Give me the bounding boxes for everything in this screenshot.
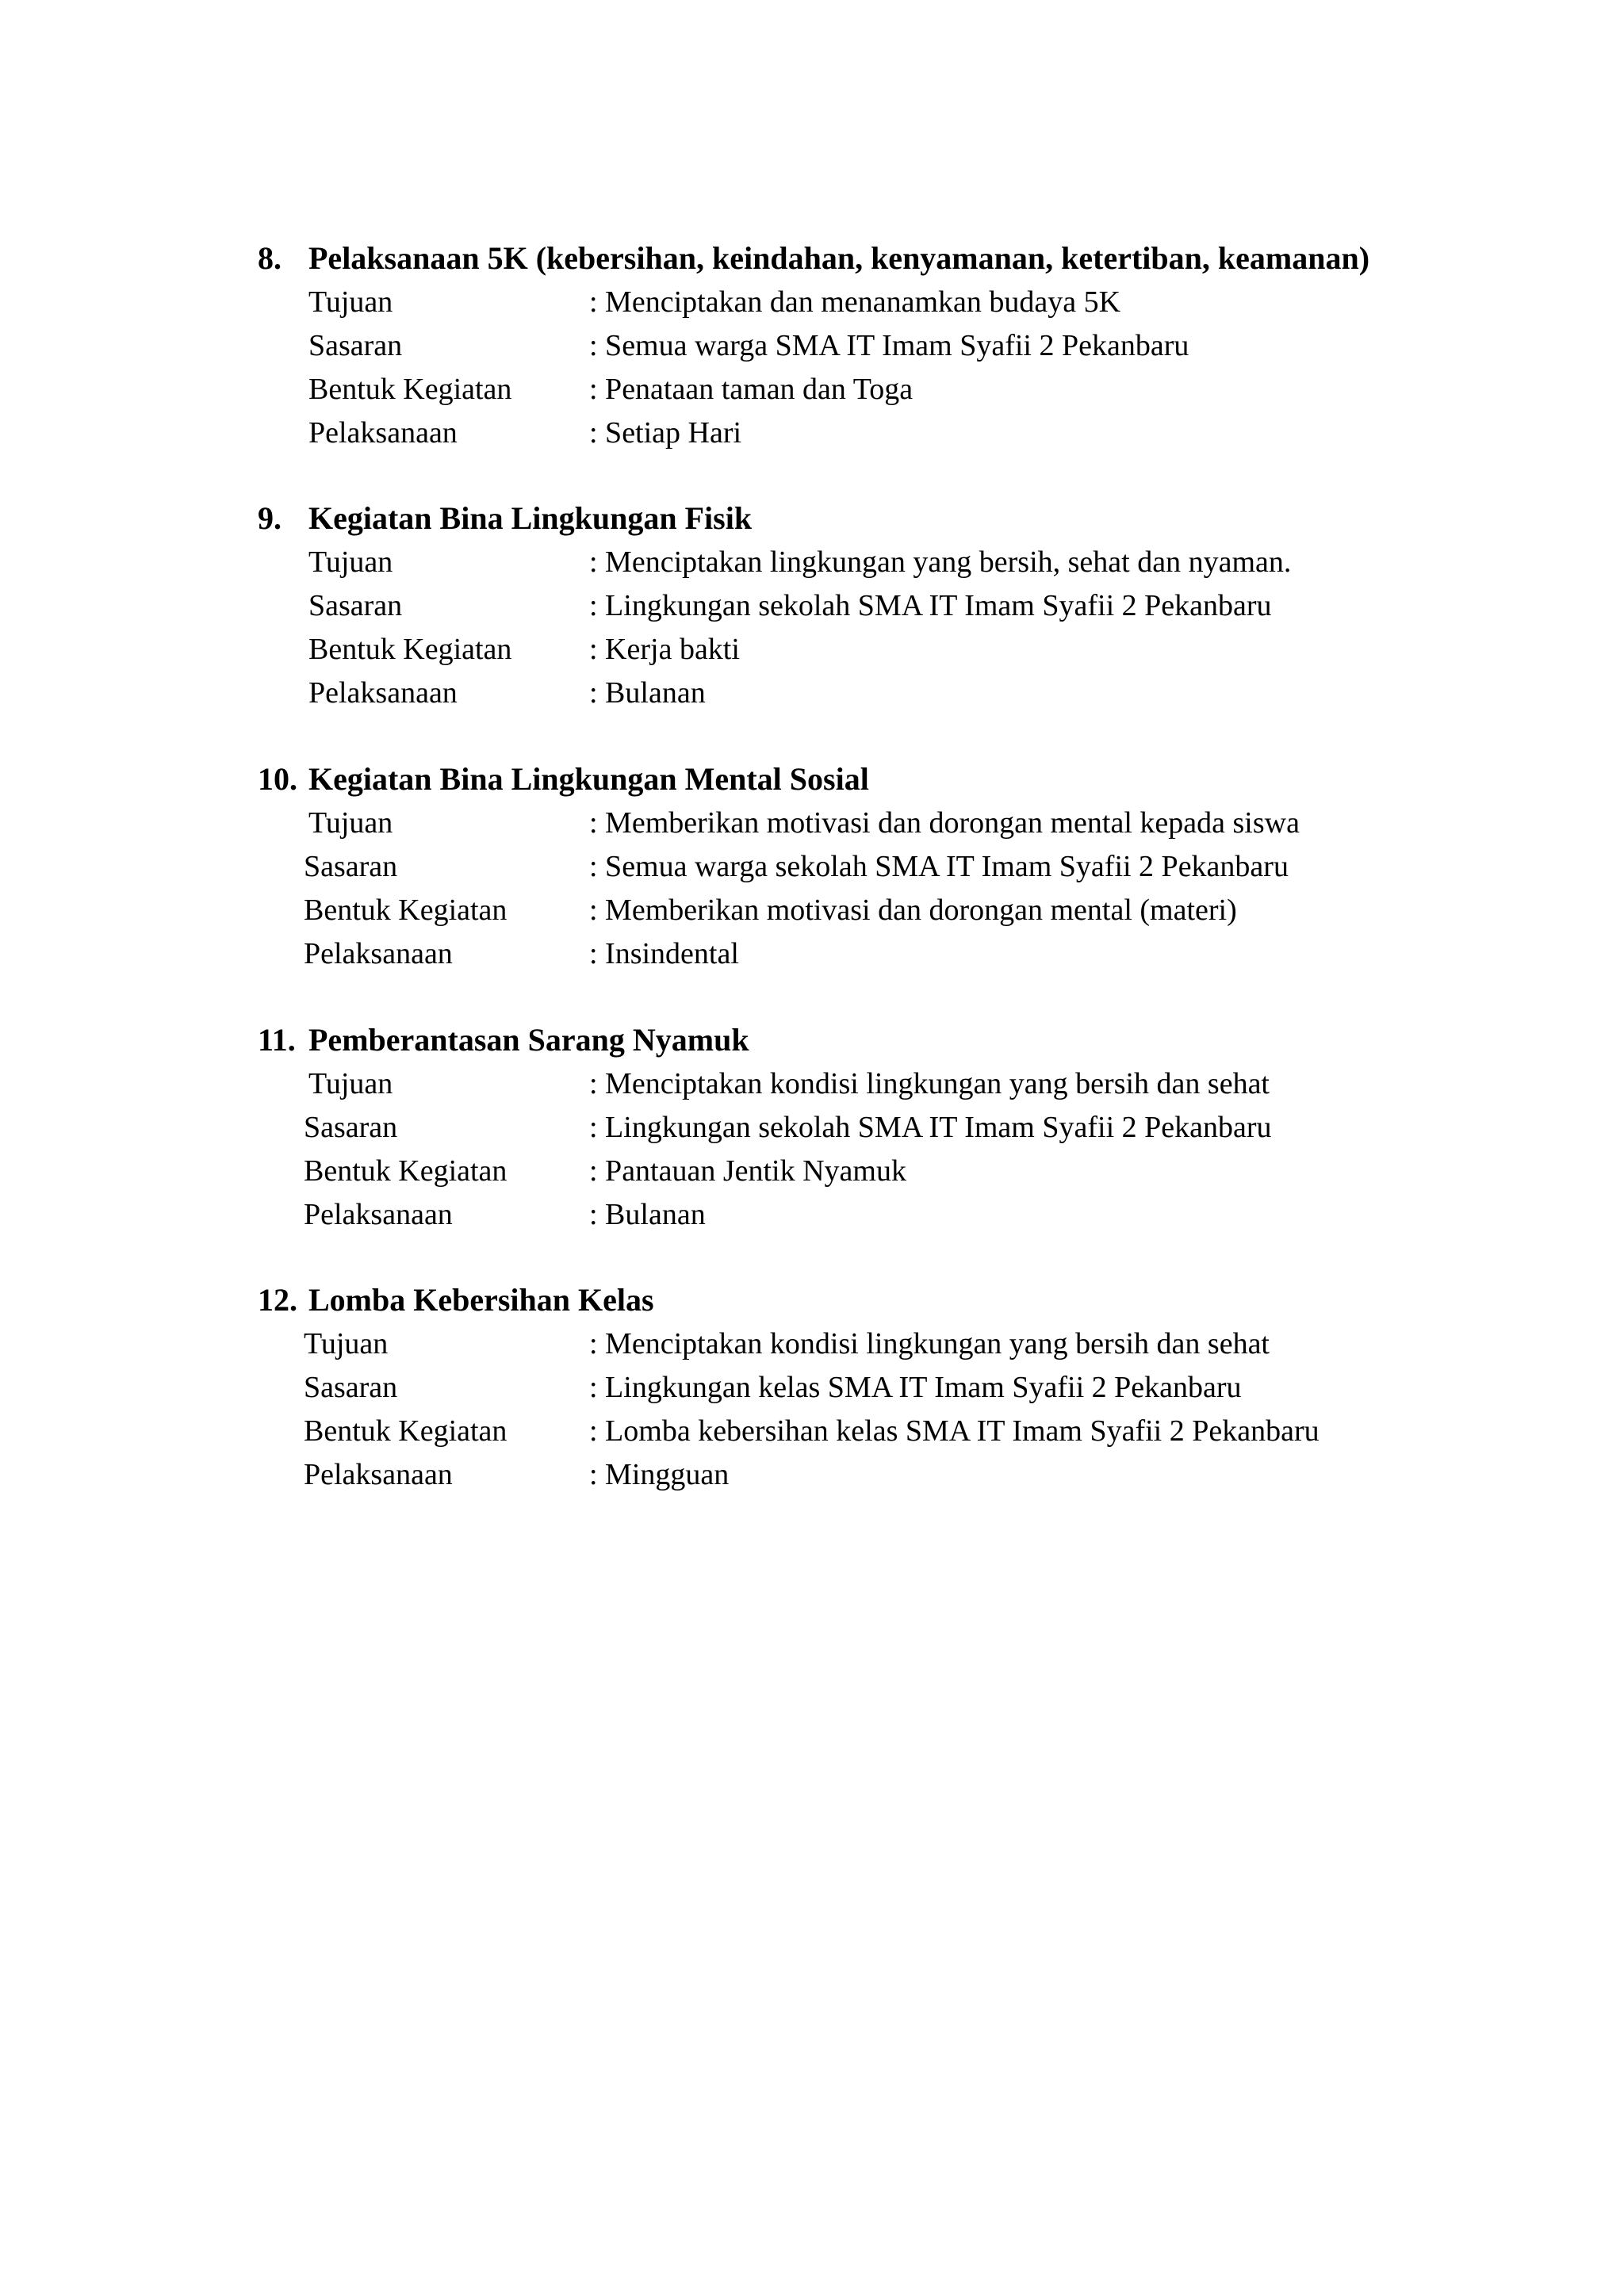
section-heading	[258, 1018, 1431, 1062]
row-value: : Penataan taman dan Toga	[589, 373, 914, 406]
row-label: Sasaran	[304, 850, 398, 883]
row-value: : Bulanan	[589, 676, 706, 710]
row-label: Tujuan	[308, 285, 393, 319]
row-value: : Bulanan	[589, 1198, 706, 1231]
row-tujuan	[258, 1322, 1431, 1366]
row-value: : Insindental	[589, 937, 739, 970]
row-value: : Menciptakan kondisi lingkungan yang bersih dan sehat	[589, 1067, 1270, 1100]
row-value: : Lingkungan kelas SMA IT Imam Syafii 2 Pekanbaru	[589, 1371, 1242, 1404]
row-sasaran	[258, 1106, 1431, 1150]
row-label: Sasaran	[304, 1371, 398, 1404]
section-title: Lomba Kebersihan Kelas	[308, 1282, 654, 1318]
row-label: Sasaran	[308, 589, 403, 622]
section-number: 8.	[258, 240, 282, 276]
row-label: Bentuk Kegiatan	[304, 1154, 508, 1188]
section-heading	[258, 1278, 1431, 1322]
row-value: : Pantauan Jentik Nyamuk	[589, 1154, 906, 1188]
section-number: 10.	[258, 761, 297, 797]
section-number: 9.	[258, 500, 282, 536]
row-bentuk-kegiatan	[258, 1410, 1431, 1453]
row-sasaran	[258, 845, 1431, 889]
section-9	[258, 496, 1431, 715]
row-value: : Lomba kebersihan kelas SMA IT Imam Syafii 2 Pekanbaru	[589, 1414, 1320, 1448]
row-label: Pelaksanaan	[308, 416, 458, 450]
row-bentuk-kegiatan	[258, 368, 1431, 411]
row-label: Tujuan	[308, 545, 393, 579]
row-label: Sasaran	[304, 1111, 398, 1144]
row-value: : Semua warga SMA IT Imam Syafii 2 Pekanbaru	[589, 329, 1189, 362]
section-12	[258, 1278, 1431, 1497]
row-pelaksanaan	[258, 1193, 1431, 1237]
section-title: Kegiatan Bina Lingkungan Mental Sosial	[308, 761, 869, 797]
row-label: Tujuan	[308, 806, 393, 840]
row-value: : Setiap Hari	[589, 416, 742, 450]
row-tujuan	[258, 541, 1431, 584]
row-value: : Lingkungan sekolah SMA IT Imam Syafii 2 Pekanbaru	[589, 589, 1272, 622]
row-value: : Semua warga sekolah SMA IT Imam Syafii 2 Pekanbaru	[589, 850, 1289, 883]
section-10	[258, 757, 1431, 976]
row-bentuk-kegiatan	[258, 628, 1431, 672]
row-value: : Lingkungan sekolah SMA IT Imam Syafii 2 Pekanbaru	[589, 1111, 1272, 1144]
row-label: Tujuan	[304, 1327, 389, 1360]
row-tujuan	[258, 281, 1431, 324]
row-value: : Kerja bakti	[589, 633, 740, 666]
section-heading	[258, 236, 1431, 281]
row-label: Sasaran	[308, 329, 403, 362]
row-label: Pelaksanaan	[308, 676, 458, 710]
row-label: Pelaksanaan	[304, 937, 453, 970]
section-number: 11.	[258, 1022, 296, 1058]
row-tujuan	[258, 1062, 1431, 1106]
row-label: Bentuk Kegiatan	[304, 1414, 508, 1448]
section-11	[258, 1018, 1431, 1237]
row-sasaran	[258, 1366, 1431, 1410]
row-label: Tujuan	[308, 1067, 393, 1100]
row-value: : Memberikan motivasi dan dorongan mental (materi)	[589, 894, 1237, 927]
row-sasaran	[258, 324, 1431, 368]
row-value: : Memberikan motivasi dan dorongan mental kepada siswa	[589, 806, 1300, 840]
row-label: Bentuk Kegiatan	[304, 894, 508, 927]
row-value: : Menciptakan kondisi lingkungan yang bersih dan sehat	[589, 1327, 1270, 1360]
row-label: Pelaksanaan	[304, 1198, 453, 1231]
row-pelaksanaan	[258, 672, 1431, 715]
row-tujuan	[258, 802, 1431, 845]
row-pelaksanaan	[258, 1453, 1431, 1497]
row-bentuk-kegiatan	[258, 1150, 1431, 1193]
section-number: 12.	[258, 1282, 297, 1318]
section-heading	[258, 757, 1431, 802]
row-pelaksanaan	[258, 411, 1431, 455]
row-value: : Menciptakan lingkungan yang bersih, sehat dan nyaman.	[589, 545, 1292, 579]
section-title: Pelaksanaan 5K (kebersihan, keindahan, kenyamanan, ketertiban, keamanan)	[308, 240, 1370, 276]
section-title: Kegiatan Bina Lingkungan Fisik	[308, 500, 753, 536]
section-8	[258, 236, 1431, 455]
row-value: : Mingguan	[589, 1458, 730, 1491]
row-label: Pelaksanaan	[304, 1458, 453, 1491]
section-heading	[258, 496, 1431, 541]
row-pelaksanaan	[258, 932, 1431, 976]
row-label: Bentuk Kegiatan	[308, 373, 512, 406]
row-sasaran	[258, 584, 1431, 628]
row-value: : Menciptakan dan menanamkan budaya 5K	[589, 285, 1121, 319]
row-bentuk-kegiatan	[258, 889, 1431, 932]
row-label: Bentuk Kegiatan	[308, 633, 512, 666]
section-title: Pemberantasan Sarang Nyamuk	[308, 1022, 749, 1058]
